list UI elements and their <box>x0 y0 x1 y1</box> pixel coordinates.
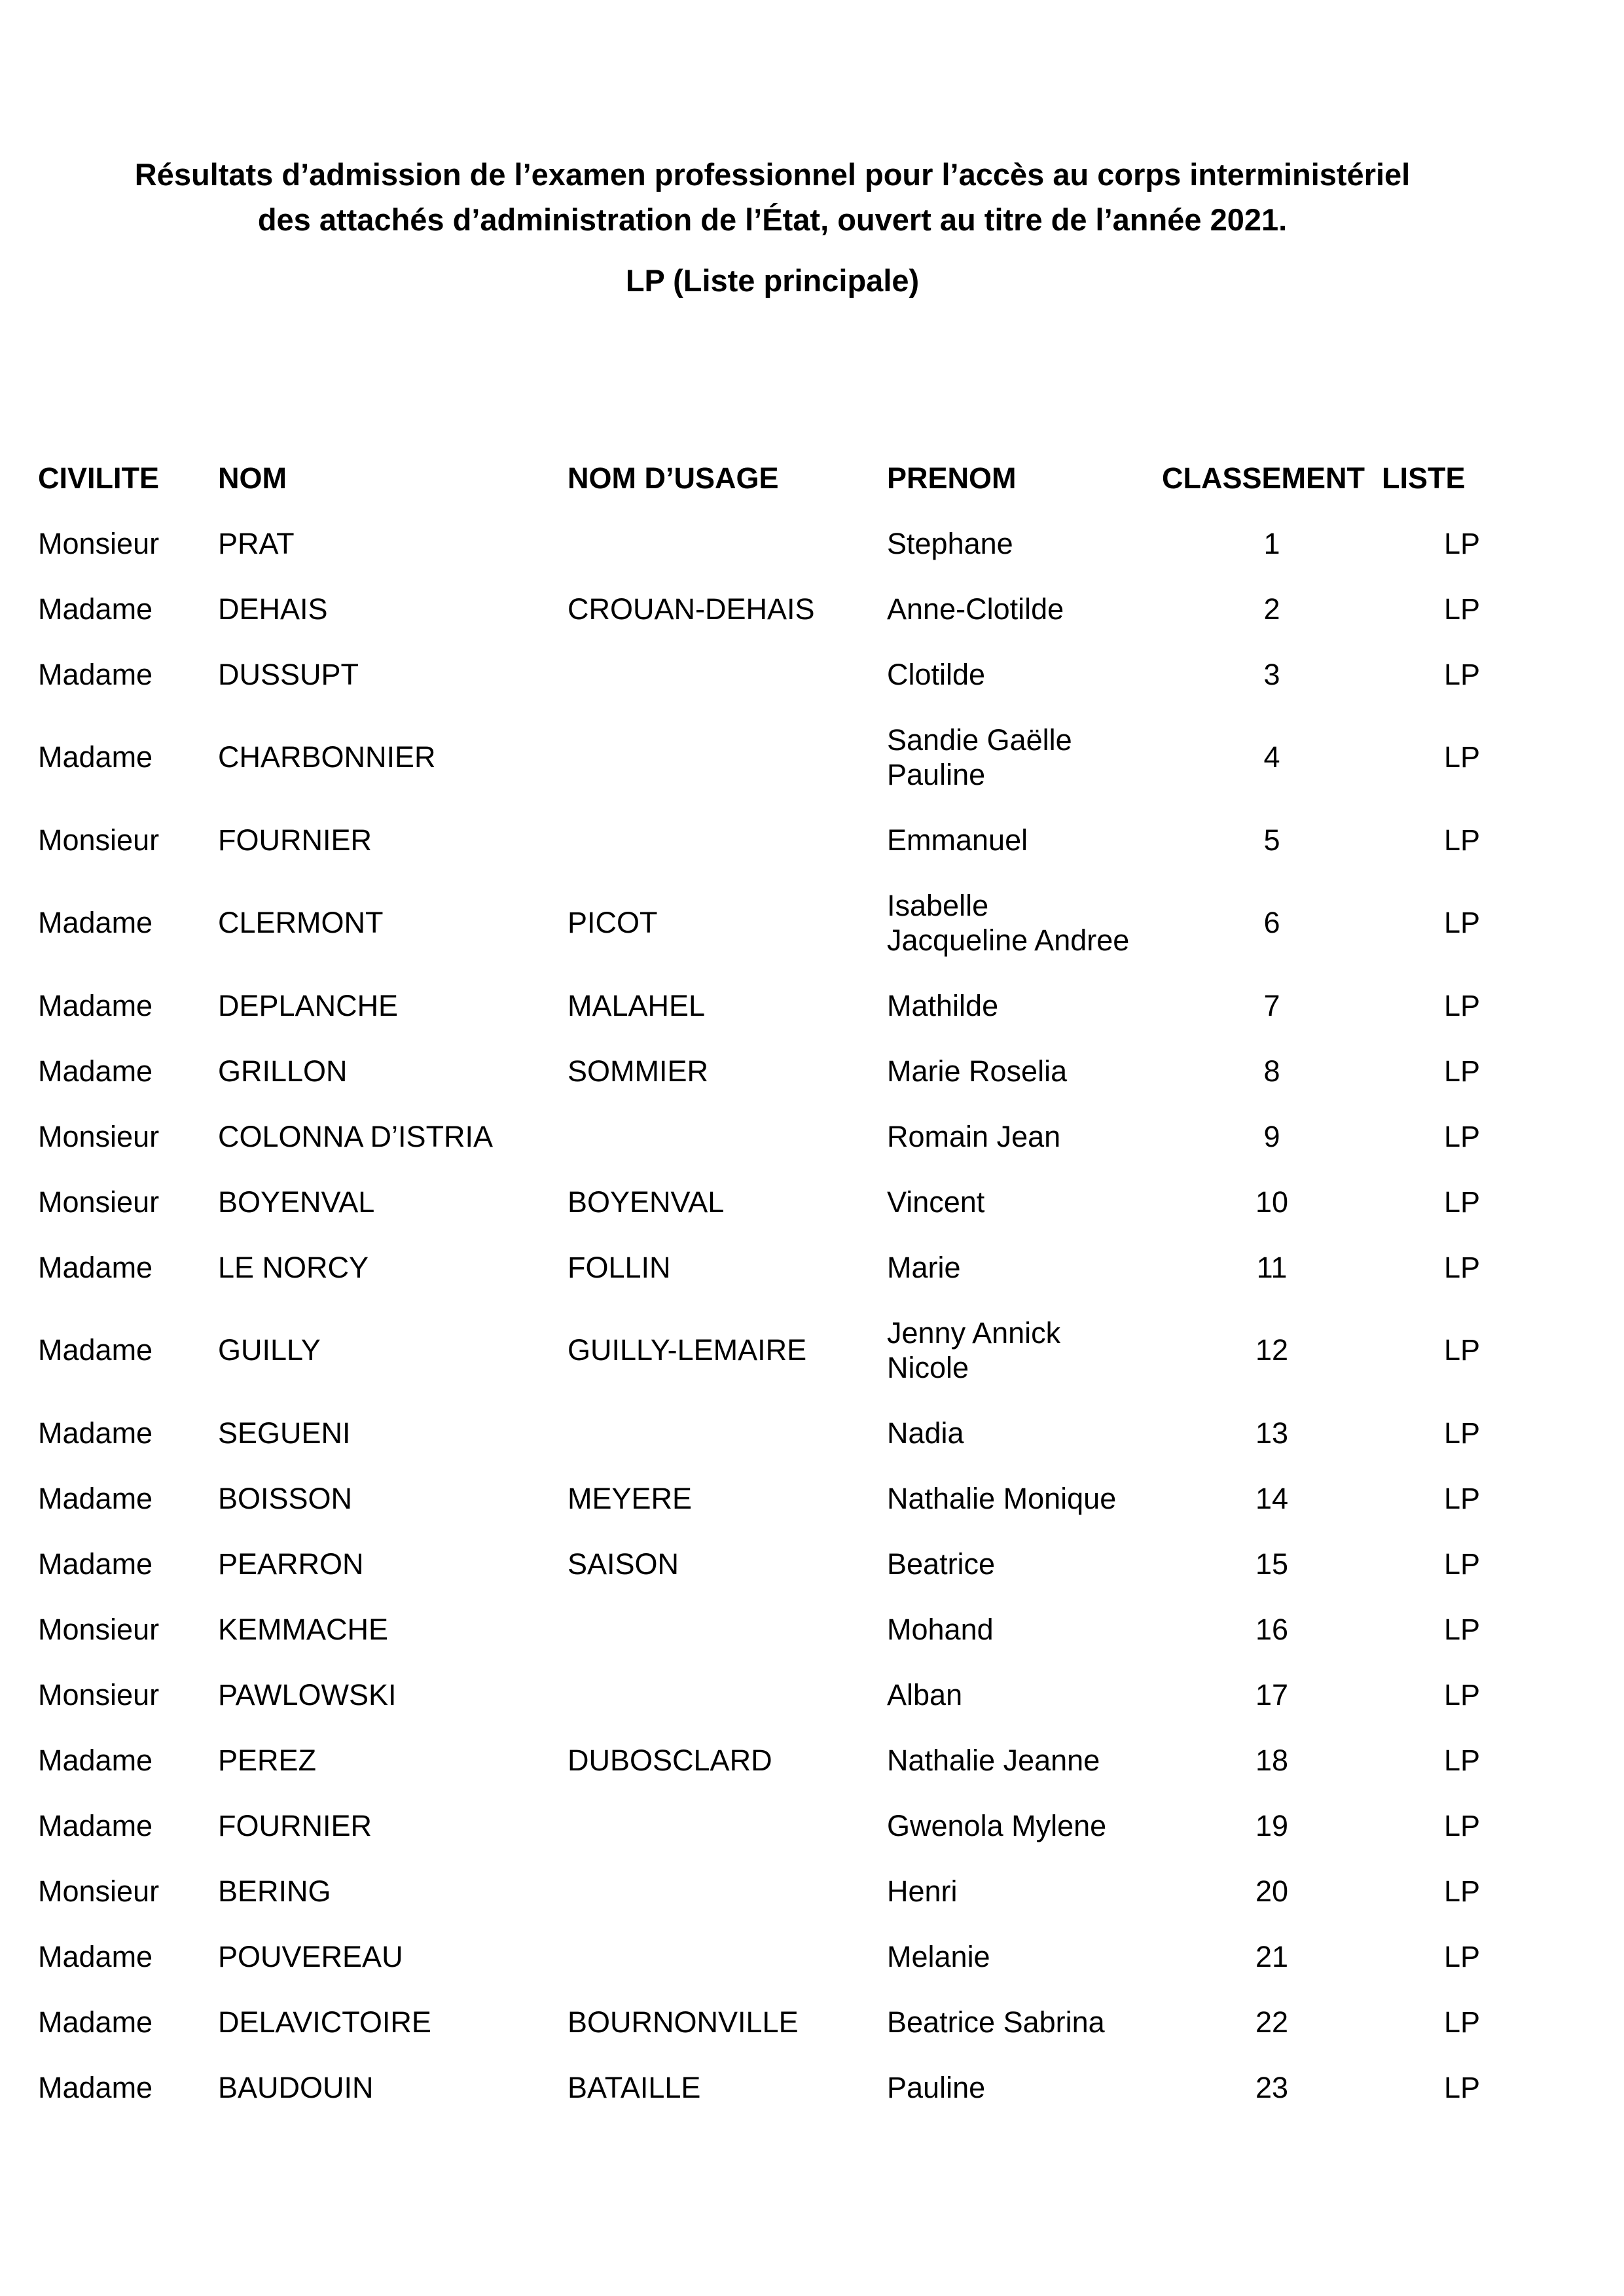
prenom-line-1: Henri <box>887 1874 958 1908</box>
cell-civilite: Madame <box>38 1250 153 1284</box>
cell-prenom <box>887 641 1162 707</box>
cell-civilite: Madame <box>38 1743 153 1777</box>
cell-nom: BOISSON <box>218 1481 353 1515</box>
prenom-line-1: Jenny Annick <box>887 1316 1061 1350</box>
cell-nom: LE NORCY <box>218 1250 369 1284</box>
cell-liste: LP <box>1443 592 1480 626</box>
cell-civilite: Madame <box>38 657 153 691</box>
prenom-line-1: Clotilde <box>887 657 986 691</box>
cell-nom: CHARBONNIER <box>218 740 436 774</box>
cell-nom: PEARRON <box>218 1547 364 1581</box>
cell-nom-usage <box>568 1793 887 1858</box>
cell-liste: LP <box>1443 823 1480 857</box>
table-row <box>38 641 1480 707</box>
prenom-line-1: Pauline <box>887 2070 986 2104</box>
cell-nom-usage <box>568 511 887 576</box>
cell-civilite: Madame <box>38 1333 153 1367</box>
prenom-line-1: Nathalie Jeanne <box>887 1743 1100 1777</box>
cell-nom-usage <box>568 1596 887 1662</box>
table-row <box>38 707 1480 807</box>
cell-nom: DUSSUPT <box>218 657 359 691</box>
cell-classement: 15 <box>1255 1547 1289 1581</box>
cell-liste: LP <box>1443 740 1480 774</box>
table-row <box>38 1989 1480 2054</box>
header-nom: NOM <box>218 461 287 495</box>
table-row <box>38 1858 1480 1924</box>
cell-liste: LP <box>1443 906 1480 939</box>
cell-prenom <box>887 1169 1162 1234</box>
cell-prenom <box>887 807 1162 872</box>
cell-liste: LP <box>1443 988 1480 1022</box>
cell-liste: LP <box>1443 1250 1480 1284</box>
prenom-line-1: Mohand <box>887 1612 994 1646</box>
table-row <box>38 1465 1480 1531</box>
cell-liste: LP <box>1443 2005 1480 2039</box>
cell-prenom <box>887 707 1162 807</box>
table-row <box>38 1793 1480 1858</box>
cell-prenom <box>887 1793 1162 1858</box>
cell-classement: 2 <box>1263 592 1280 626</box>
prenom-line-1: Alban <box>887 1677 963 1712</box>
cell-nom-usage <box>568 1924 887 1989</box>
prenom-line-1: Nathalie Monique <box>887 1481 1117 1515</box>
cell-classement: 13 <box>1255 1416 1289 1450</box>
cell-prenom <box>887 1465 1162 1531</box>
prenom-line-2: Pauline <box>887 757 986 791</box>
cell-nom-usage <box>568 1103 887 1169</box>
cell-civilite: Madame <box>38 2005 153 2039</box>
header-prenom: PRENOM <box>887 461 1017 495</box>
cell-classement: 12 <box>1255 1333 1289 1367</box>
cell-nom: DEHAIS <box>218 592 328 626</box>
cell-prenom <box>887 1596 1162 1662</box>
cell-civilite: Madame <box>38 906 153 939</box>
header-liste: LISTE <box>1382 461 1466 495</box>
cell-liste: LP <box>1443 1808 1480 1842</box>
cell-nom-usage: BOYENVAL <box>568 1185 725 1219</box>
cell-liste: LP <box>1443 1612 1480 1646</box>
cell-nom: PAWLOWSKI <box>218 1677 397 1712</box>
prenom-line-1: Beatrice <box>887 1547 996 1581</box>
cell-classement: 14 <box>1255 1481 1289 1515</box>
prenom-line-1: Anne-Clotilde <box>887 592 1064 626</box>
cell-classement: 10 <box>1255 1185 1289 1219</box>
table-row <box>38 576 1480 641</box>
cell-liste: LP <box>1443 2070 1480 2104</box>
cell-classement: 11 <box>1256 1250 1288 1284</box>
results-table-body <box>38 511 1480 2120</box>
cell-liste: LP <box>1443 1185 1480 1219</box>
cell-liste: LP <box>1443 526 1480 560</box>
cell-nom-usage: SAISON <box>568 1547 679 1581</box>
cell-nom: FOURNIER <box>218 823 372 857</box>
cell-nom: PEREZ <box>218 1743 317 1777</box>
document-title-line-1: Résultats d’admission de l’examen professionnel pour l’accès au corps interministériel <box>134 157 1411 192</box>
table-row <box>38 872 1480 973</box>
cell-classement: 17 <box>1255 1677 1289 1712</box>
cell-prenom <box>887 973 1162 1038</box>
prenom-line-2: Nicole <box>887 1350 969 1384</box>
cell-civilite: Madame <box>38 1054 153 1088</box>
table-row <box>38 511 1480 576</box>
cell-nom-usage: PICOT <box>568 906 658 939</box>
cell-prenom <box>887 511 1162 576</box>
cell-nom: DELAVICTOIRE <box>218 2005 431 2039</box>
cell-nom-usage: SOMMIER <box>568 1054 709 1088</box>
table-row <box>38 1169 1480 1234</box>
cell-nom: COLONNA D’ISTRIA <box>218 1119 494 1153</box>
cell-nom: KEMMACHE <box>218 1612 389 1646</box>
cell-liste: LP <box>1443 1054 1480 1088</box>
cell-classement: 23 <box>1255 2070 1289 2104</box>
cell-prenom <box>887 1662 1162 1727</box>
cell-classement: 1 <box>1263 526 1280 560</box>
cell-civilite: Monsieur <box>38 1677 160 1712</box>
cell-classement: 8 <box>1263 1054 1280 1088</box>
cell-civilite: Madame <box>38 592 153 626</box>
table-row <box>38 1727 1480 1793</box>
cell-liste: LP <box>1443 1481 1480 1515</box>
prenom-line-1: Marie <box>887 1250 961 1284</box>
cell-classement: 19 <box>1255 1808 1289 1842</box>
cell-civilite: Madame <box>38 740 153 774</box>
cell-prenom <box>887 576 1162 641</box>
prenom-line-1: Vincent <box>887 1185 985 1219</box>
cell-nom: BAUDOUIN <box>218 2070 374 2104</box>
prenom-line-1: Gwenola Mylene <box>887 1808 1107 1842</box>
table-row <box>38 2054 1480 2120</box>
cell-civilite: Madame <box>38 1939 153 1973</box>
prenom-line-1: Sandie Gaëlle <box>887 723 1072 757</box>
document-subtitle: LP (Liste principale) <box>625 263 920 298</box>
cell-nom-usage: MEYERE <box>568 1481 693 1515</box>
cell-liste: LP <box>1443 1677 1480 1712</box>
cell-nom-usage: FOLLIN <box>568 1250 671 1284</box>
cell-classement: 20 <box>1255 1874 1289 1908</box>
prenom-line-1: Mathilde <box>887 988 999 1022</box>
cell-classement: 21 <box>1255 1939 1289 1973</box>
table-header-row <box>38 445 1480 511</box>
cell-classement: 16 <box>1255 1612 1289 1646</box>
cell-prenom <box>887 1234 1162 1300</box>
cell-nom: CLERMONT <box>218 906 384 939</box>
cell-civilite: Monsieur <box>38 823 160 857</box>
cell-prenom <box>887 1924 1162 1989</box>
cell-civilite: Monsieur <box>38 1874 160 1908</box>
cell-liste: LP <box>1443 1333 1480 1367</box>
table-row <box>38 1400 1480 1465</box>
cell-civilite: Monsieur <box>38 1119 160 1153</box>
prenom-line-1: Isabelle <box>887 888 989 922</box>
cell-liste: LP <box>1443 1119 1480 1153</box>
cell-nom: SEGUENI <box>218 1416 351 1450</box>
cell-prenom <box>887 1300 1162 1400</box>
cell-classement: 3 <box>1263 657 1280 691</box>
prenom-line-1: Marie Roselia <box>887 1054 1068 1088</box>
cell-nom-usage <box>568 807 887 872</box>
cell-nom-usage <box>568 1858 887 1924</box>
table-row <box>38 1662 1480 1727</box>
prenom-line-1: Beatrice Sabrina <box>887 2005 1105 2039</box>
cell-prenom <box>887 2054 1162 2120</box>
cell-liste: LP <box>1443 1743 1480 1777</box>
cell-civilite: Madame <box>38 1547 153 1581</box>
cell-nom-usage: GUILLY-LEMAIRE <box>568 1333 807 1367</box>
cell-nom: GUILLY <box>218 1333 321 1367</box>
table-row <box>38 1300 1480 1400</box>
cell-prenom <box>887 1727 1162 1793</box>
cell-nom-usage <box>568 1662 887 1727</box>
cell-nom: GRILLON <box>218 1054 348 1088</box>
cell-nom: DEPLANCHE <box>218 988 399 1022</box>
cell-civilite: Madame <box>38 1481 153 1515</box>
table-row <box>38 1531 1480 1596</box>
cell-nom-usage: DUBOSCLARD <box>568 1743 772 1777</box>
prenom-line-2: Jacqueline Andree <box>887 923 1130 957</box>
cell-civilite: Madame <box>38 1416 153 1450</box>
cell-classement: 22 <box>1255 2005 1289 2039</box>
table-row <box>38 1103 1480 1169</box>
cell-classement: 9 <box>1263 1119 1280 1153</box>
cell-liste: LP <box>1443 1874 1480 1908</box>
prenom-line-1: Emmanuel <box>887 823 1028 857</box>
table-row <box>38 1924 1480 1989</box>
cell-civilite: Madame <box>38 1808 153 1842</box>
table-row <box>38 807 1480 872</box>
cell-prenom <box>887 1858 1162 1924</box>
prenom-line-1: Nadia <box>887 1416 964 1450</box>
cell-nom: POUVEREAU <box>218 1939 403 1973</box>
cell-nom-usage: CROUAN-DEHAIS <box>568 592 815 626</box>
prenom-line-1: Melanie <box>887 1939 990 1973</box>
cell-civilite: Madame <box>38 2070 153 2104</box>
cell-civilite: Monsieur <box>38 1185 160 1219</box>
cell-classement: 4 <box>1263 740 1280 774</box>
results-table <box>38 445 1480 2120</box>
cell-prenom <box>887 1400 1162 1465</box>
table-row <box>38 1596 1480 1662</box>
cell-civilite: Madame <box>38 988 153 1022</box>
cell-nom-usage <box>568 641 887 707</box>
cell-nom-usage: BATAILLE <box>568 2070 701 2104</box>
table-row <box>38 1038 1480 1103</box>
table-row <box>38 973 1480 1038</box>
cell-nom: PRAT <box>218 526 295 560</box>
header-civilite: CIVILITE <box>38 461 160 495</box>
cell-classement: 7 <box>1263 988 1280 1022</box>
cell-civilite: Monsieur <box>38 1612 160 1646</box>
cell-nom: FOURNIER <box>218 1808 372 1842</box>
cell-classement: 18 <box>1255 1743 1289 1777</box>
header-classement: CLASSEMENT <box>1162 461 1365 495</box>
cell-nom: BOYENVAL <box>218 1185 375 1219</box>
cell-prenom <box>887 1103 1162 1169</box>
table-row <box>38 1234 1480 1300</box>
cell-prenom <box>887 1989 1162 2054</box>
cell-nom: BERING <box>218 1874 331 1908</box>
prenom-line-1: Stephane <box>887 526 1013 560</box>
cell-liste: LP <box>1443 1547 1480 1581</box>
cell-nom-usage: BOURNONVILLE <box>568 2005 799 2039</box>
cell-nom-usage: MALAHEL <box>568 988 706 1022</box>
cell-liste: LP <box>1443 1416 1480 1450</box>
cell-civilite: Monsieur <box>38 526 160 560</box>
cell-nom-usage <box>568 1400 887 1465</box>
cell-classement: 5 <box>1263 823 1280 857</box>
document-title-line-2: des attachés d’administration de l’État, ouvert au titre de l’année 2021. <box>257 202 1288 237</box>
cell-liste: LP <box>1443 657 1480 691</box>
header-nom-usage: NOM D’USAGE <box>568 461 779 495</box>
cell-nom-usage <box>568 707 887 807</box>
cell-prenom <box>887 1531 1162 1596</box>
cell-prenom <box>887 1038 1162 1103</box>
cell-liste: LP <box>1443 1939 1480 1973</box>
cell-prenom <box>887 872 1162 973</box>
cell-classement: 6 <box>1263 906 1280 939</box>
prenom-line-1: Romain Jean <box>887 1119 1061 1153</box>
